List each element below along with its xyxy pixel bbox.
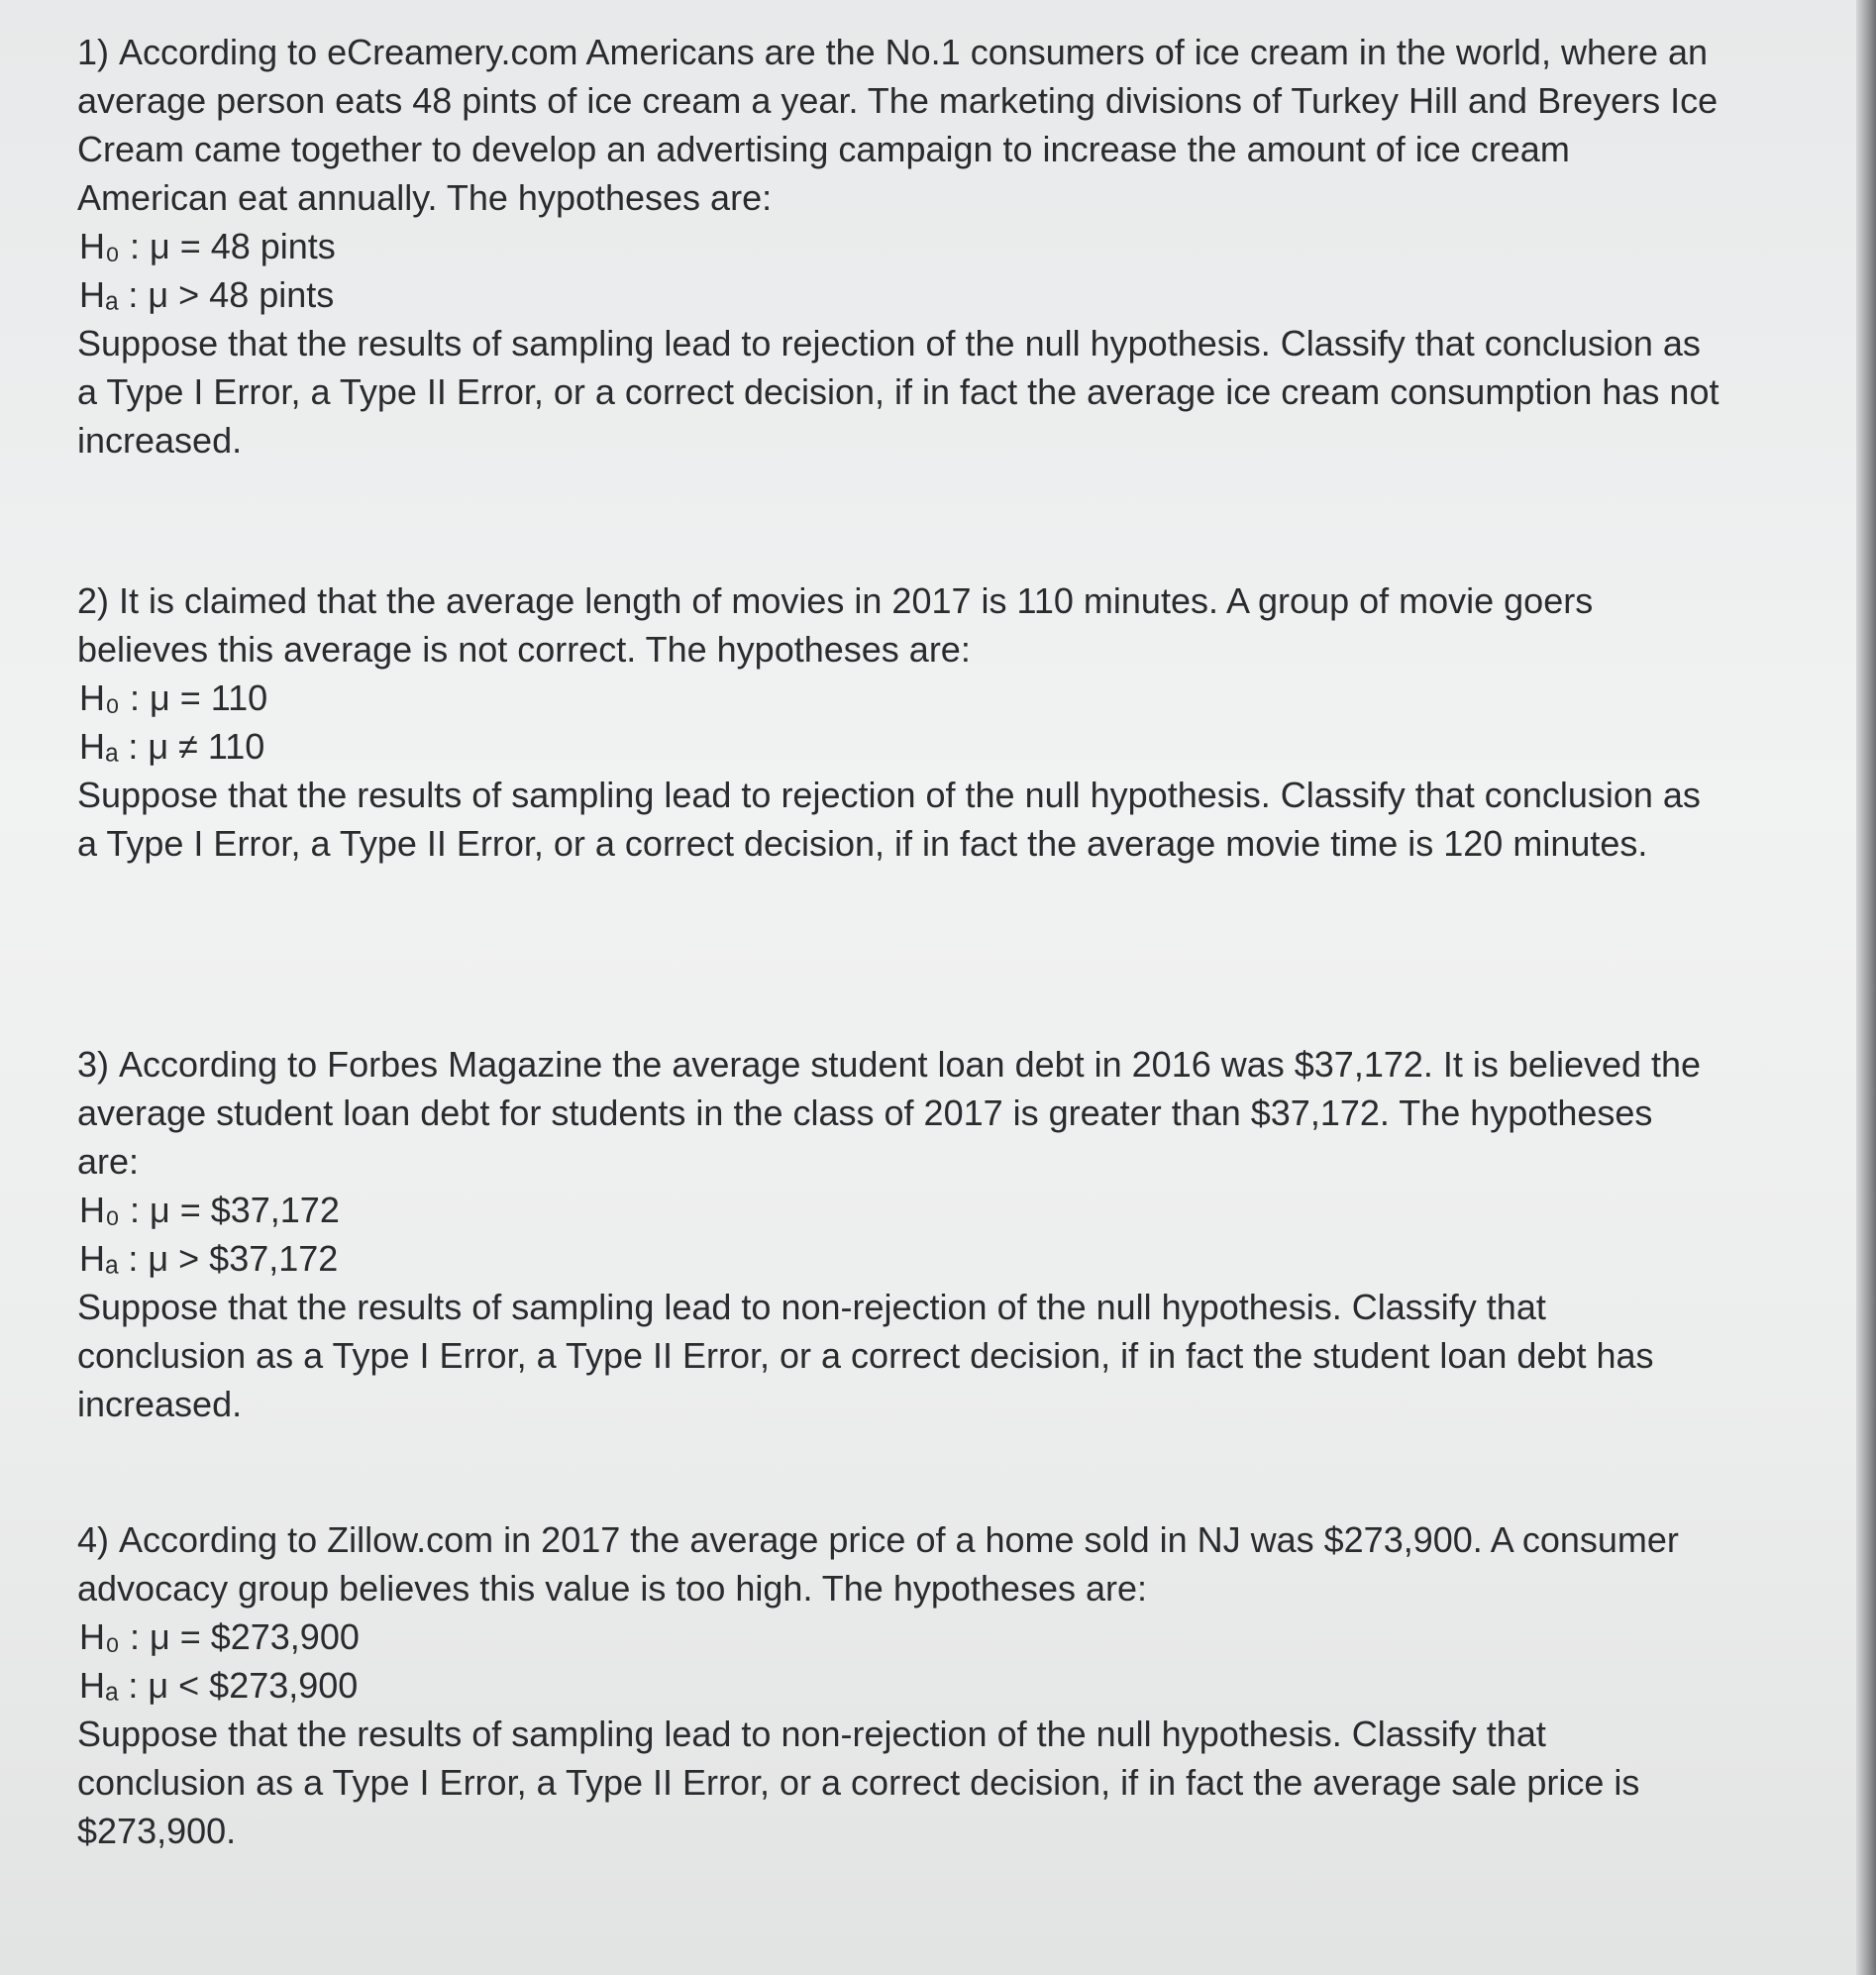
problem-4	[77, 1515, 1721, 1855]
problem-4-intro	[77, 1515, 1721, 1612]
problem-number: 1)	[77, 32, 110, 72]
alternative-hypothesis: Hₐ : μ ≠ 110	[79, 726, 265, 767]
monitor-edge	[1856, 0, 1876, 1975]
problem-number: 4)	[77, 1519, 110, 1560]
problem-question: Suppose that the results of sampling lead to rejection of the null hypothesis. Classify that conclusion as a Type I Error, a Type II Error, or a correct decision, if in fact the average ice cream consumption has not increased.	[77, 323, 1720, 461]
problem-question: Suppose that the results of sampling lead to non-rejection of the null hypothesis. Classify that conclusion as a Type I Error, a Type II Error, or a correct decision, if in fact the student loan debt has increased.	[77, 1287, 1654, 1424]
problem-text: According to Forbes Magazine the average student loan debt in 2016 was $37,172. It is believed the average student loan debt for students in the class of 2017 is greater than $37,172. The hypotheses are:	[77, 1044, 1702, 1182]
problem-question: Suppose that the results of sampling lead to rejection of the null hypothesis. Classify that conclusion as a Type I Error, a Type II Error, or a correct decision, if in fact the average movie time is 120 minutes.	[77, 775, 1701, 864]
problem-number: 3)	[77, 1044, 110, 1085]
alternative-hypothesis: Hₐ : μ > 48 pints	[79, 274, 335, 315]
problem-3-intro	[77, 1040, 1721, 1186]
problem-text: According to eCreamery.com Americans are the No.1 consumers of ice cream in the world, where an average person eats 48 pints of ice cream a year. The marketing divisions of Turkey Hill and Breyers Ice Cream came together to develop an advertising campaign to increase the amount of ice cream American eat annually. The hypotheses are:	[77, 32, 1719, 218]
problem-2-intro	[77, 576, 1721, 674]
alternative-hypothesis: Hₐ : μ < $273,900	[79, 1665, 359, 1706]
alternative-hypothesis: Hₐ : μ > $37,172	[79, 1238, 339, 1279]
null-hypothesis: H₀ : μ = $273,900	[79, 1616, 360, 1657]
null-hypothesis: H₀ : μ = 48 pints	[79, 226, 336, 266]
problem-number: 2)	[77, 580, 110, 621]
problem-1-intro	[77, 28, 1721, 222]
null-hypothesis: H₀ : μ = $37,172	[79, 1190, 340, 1230]
problem-question: Suppose that the results of sampling lead to non-rejection of the null hypothesis. Classify that conclusion as a Type I Error, a Type II Error, or a correct decision, if in fact the average sale price is $273,900.	[77, 1714, 1640, 1851]
problem-1	[77, 28, 1721, 465]
problem-text: It is claimed that the average length of movies in 2017 is 110 minutes. A group of movie goers believes this average is not correct. The hypotheses are:	[77, 580, 1594, 670]
problem-text: According to Zillow.com in 2017 the average price of a home sold in NJ was $273,900. A consumer advocacy group believes this value is too high. The hypotheses are:	[77, 1519, 1679, 1609]
problem-3	[77, 1040, 1721, 1428]
null-hypothesis: H₀ : μ = 110	[79, 677, 268, 718]
problem-2	[77, 576, 1721, 868]
